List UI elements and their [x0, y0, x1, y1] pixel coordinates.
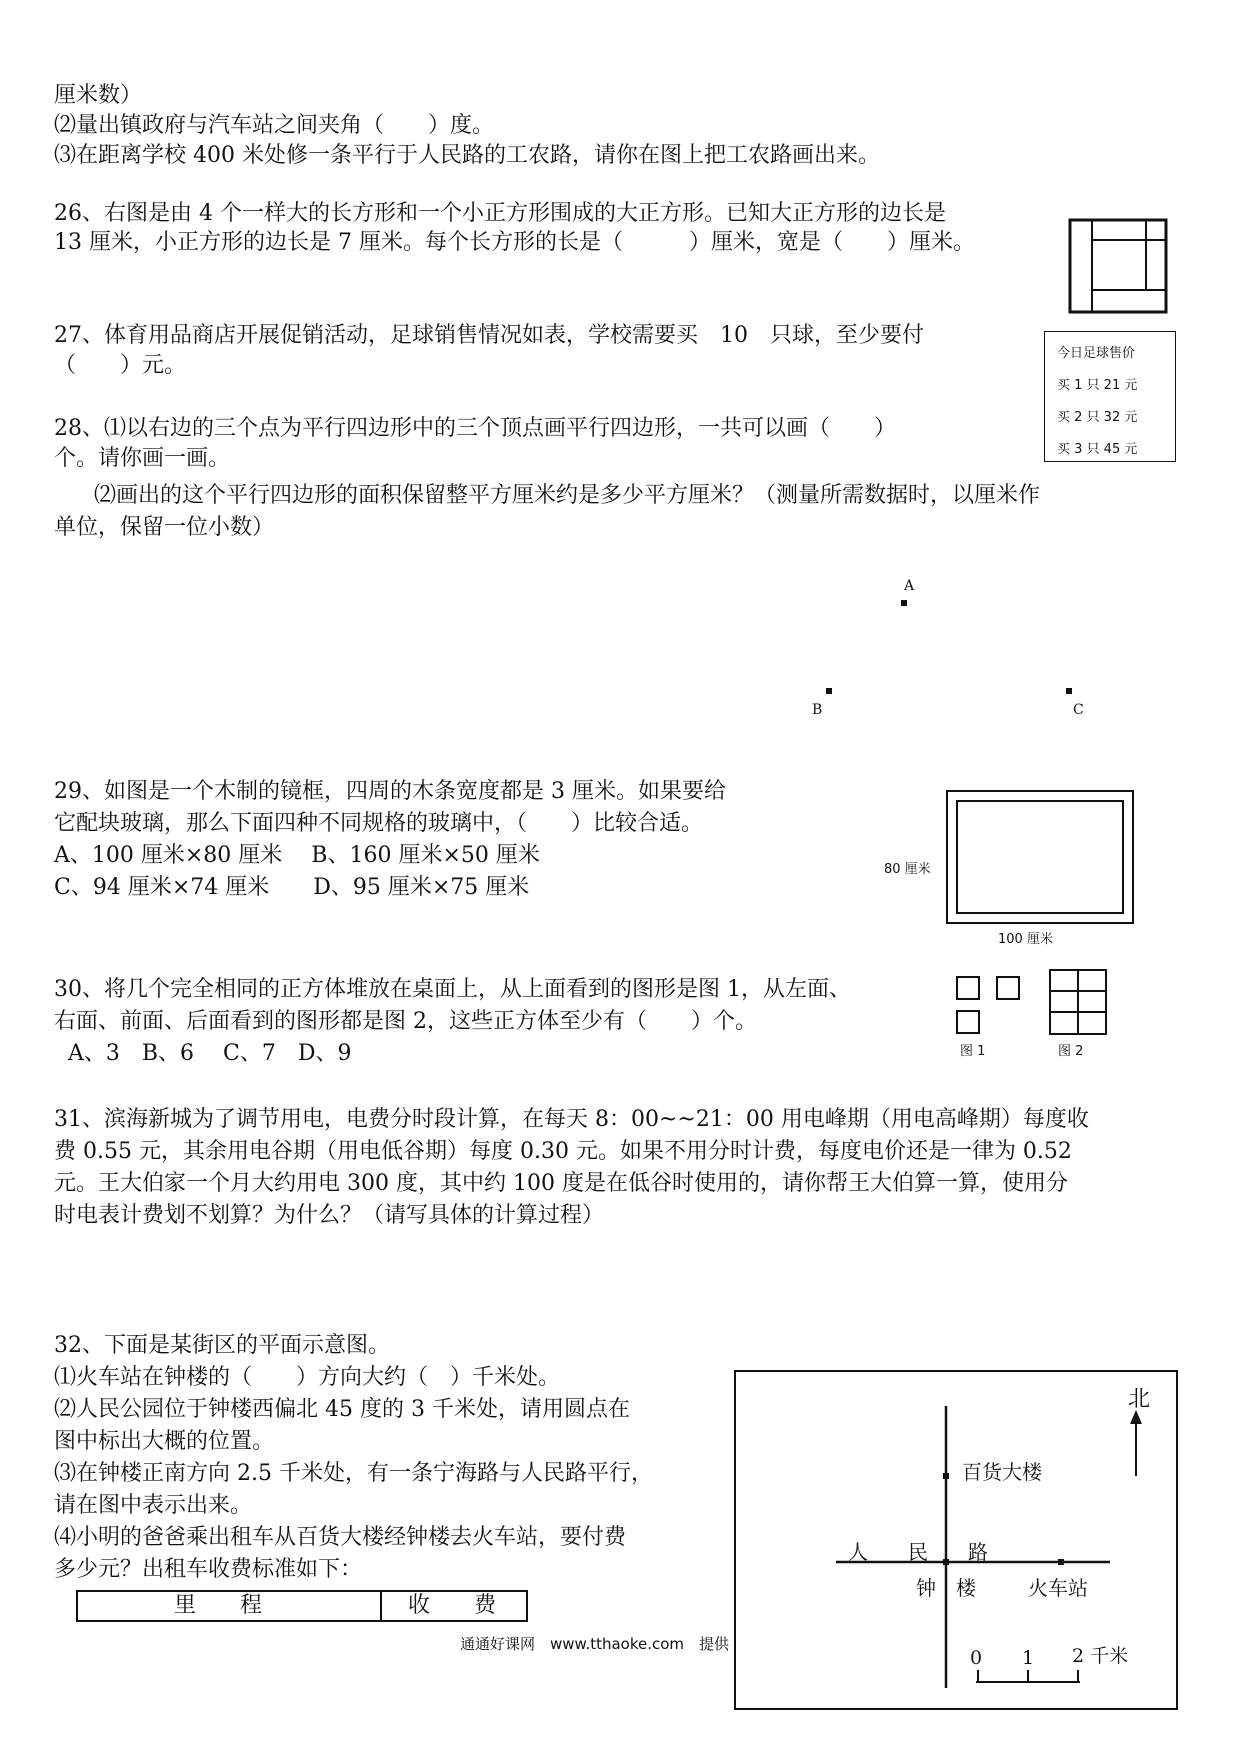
point-c-label: C: [1073, 702, 1084, 718]
q32-line5: ⑶在钟楼正南方向 2.5 千米处，有一条宁海路与人民路平行，: [54, 1461, 653, 1486]
dept-store-label: 百货大楼: [962, 1460, 1042, 1484]
fig2-grid: [1048, 968, 1110, 1038]
mirror-glass-area: [956, 800, 1124, 914]
q28-line3: ⑵画出的这个平行四边形的面积保留整平方厘米约是多少平方厘米？（测量所需数据时，以厘米作: [94, 483, 1041, 508]
header-fare: 收 费: [408, 1593, 497, 1618]
header-distance: 里 程: [174, 1593, 263, 1618]
q29-line2: 它配块玻璃，那么下面四种不同规格的玻璃中，（ ）比较合适。: [54, 811, 704, 836]
point-a: [901, 600, 907, 606]
frame-width-label: 100 厘米: [998, 932, 1053, 947]
point-a-label: A: [904, 578, 915, 594]
scale-0: 0: [970, 1647, 983, 1669]
q30-line2: 右面、前面、后面看到的图形都是图 2，这些正方体至少有（ ）个。: [54, 1009, 757, 1034]
point-c: [1066, 688, 1072, 694]
q27-line1: 27、体育用品商店开展促销活动，足球销售情况如表，学校需要买 10 只球，至少要付: [54, 323, 924, 348]
point-b: [826, 688, 832, 694]
price-row-2: 买 2 只 32 元: [1057, 410, 1138, 425]
north-label: 北: [1128, 1387, 1151, 1412]
clock-tower-label: 钟 楼: [916, 1576, 976, 1600]
q25-line1: 厘米数）: [54, 83, 143, 108]
q32-line3: ⑵人民公园位于钟楼西偏北 45 度的 3 千米处，请用圆点在: [54, 1397, 630, 1422]
fig1-square-3: [956, 1010, 980, 1034]
table-column-divider: [380, 1592, 382, 1620]
frame-height-label: 80 厘米: [884, 862, 931, 877]
price-table-title: 今日足球售价: [1057, 346, 1136, 361]
q32-line8: 多少元？出租车收费标准如下：: [54, 1557, 363, 1582]
fig1-square-1: [956, 976, 980, 1000]
fig1-square-2: [996, 976, 1020, 1000]
q32-line2: ⑴火车站在钟楼的（ ）方向大约（ ）千米处。: [54, 1365, 561, 1390]
q32-line7: ⑷小明的爸爸乘出租车从百货大楼经钟楼去火车站，要付费: [54, 1525, 627, 1550]
q26-line1: 26、右图是由 4 个一样大的长方形和一个小正方形围成的大正方形。已知大正方形的边长是: [54, 201, 946, 226]
football-price-table: [1044, 331, 1176, 462]
nested-rectangles-diagram: [1068, 218, 1170, 316]
price-row-1: 买 1 只 21 元: [1057, 378, 1138, 393]
q29-line1: 29、如图是一个木制的镜框，四周的木条宽度都是 3 厘米。如果要给: [54, 779, 726, 804]
scale-1: 1: [1022, 1647, 1035, 1669]
q31-line1: 31、滨海新城为了调节用电，电费分时段计算，在每天 8：00~~21：00 用电峰期（用电高峰期）每度收: [54, 1107, 1089, 1132]
taxi-fare-table: [76, 1590, 528, 1622]
fig2-label: 图 2: [1058, 1044, 1084, 1059]
mirror-frame: [946, 790, 1134, 924]
q26-line2: 13 厘米，小正方形的边长是 7 厘米。每个长方形的长是（ ）厘米，宽是（ ）厘米。: [54, 230, 975, 255]
q25-line2: ⑵量出镇政府与汽车站之间夹角（ ）度。: [54, 113, 495, 138]
price-row-3: 买 3 只 45 元: [1057, 442, 1138, 457]
fig1-label: 图 1: [960, 1044, 986, 1059]
q28-line2: 个。请你画一画。: [54, 446, 231, 471]
q27-line2: （ ）元。: [54, 353, 187, 378]
q29-option-a-b: A、100 厘米×80 厘米 B、160 厘米×50 厘米: [54, 843, 540, 868]
station-label: 火车站: [1028, 1576, 1088, 1600]
road-label: 人 民 路: [848, 1540, 988, 1564]
q25-line3: ⑶在距离学校 400 米处修一条平行于人民路的工农路，请你在图上把工农路画出来。: [54, 143, 880, 168]
q29-option-c-d: C、94 厘米×74 厘米 D、95 厘米×75 厘米: [54, 875, 530, 900]
point-b-label: B: [812, 702, 823, 718]
footer-source: 通通好课网 www.tthaoke.com 提供: [460, 1635, 730, 1653]
q31-line2: 费 0.55 元，其余用电谷期（用电低谷期）每度 0.30 元。如果不用分时计费，每度电价还是一律为 0.52: [54, 1139, 1072, 1164]
q32-line1: 32、下面是某街区的平面示意图。: [54, 1333, 390, 1358]
street-map: [734, 1370, 1178, 1710]
q32-line6: 请在图中表示出来。: [54, 1493, 253, 1518]
q28-line1: 28、⑴以右边的三个点为平行四边形中的三个顶点画平行四边形，一共可以画（ ）: [54, 416, 896, 441]
scale-2: 2 千米: [1072, 1645, 1129, 1667]
q28-line4: 单位，保留一位小数）: [54, 515, 275, 540]
q31-line3: 元。王大伯家一个月大约用电 300 度，其中约 100 度是在低谷时使用的，请你帮王大伯算一算，使用分: [54, 1171, 1068, 1196]
q31-line4: 时电表计费划不划算？为什么？（请写具体的计算过程）: [54, 1203, 605, 1228]
q32-line4: 图中标出大概的位置。: [54, 1429, 275, 1454]
q30-line1: 30、将几个完全相同的正方体堆放在桌面上，从上面看到的图形是图 1，从左面、: [54, 977, 851, 1002]
q30-options: A、3 B、6 C、7 D、9: [68, 1041, 352, 1066]
